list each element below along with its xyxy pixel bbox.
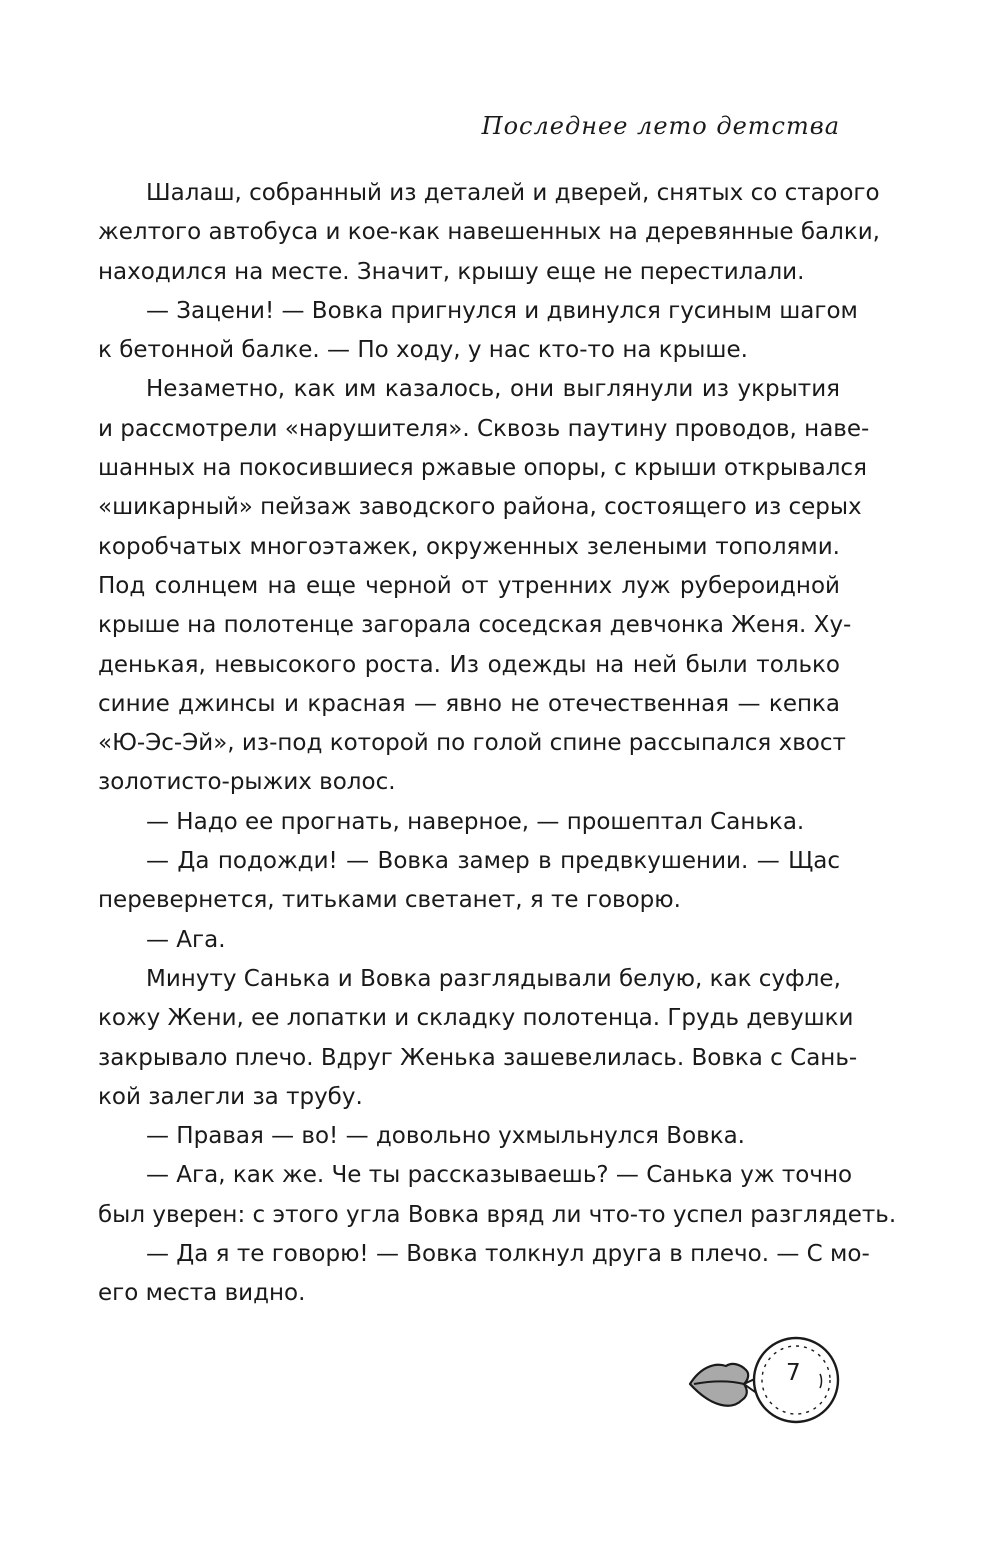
- text-line: перевернется, титьками светанет, я те говорю.: [98, 887, 681, 914]
- text-line: — Да я те говорю! — Вовка толкнул друга в плечо. — С мо-: [146, 1241, 870, 1268]
- text-line: закрывало плечо. Вдруг Женька зашевелилась. Вовка с Сань-: [98, 1044, 858, 1071]
- page-number: 7: [786, 1360, 801, 1386]
- text-line: коробчатых многоэтажек, окруженных зелеными тополями.: [98, 533, 840, 560]
- text-line: крыше на полотенце загорала соседская девчонка Женя. Ху-: [98, 612, 852, 639]
- text-line: — Правая — во! — довольно ухмыльнулся Вовка.: [146, 1123, 745, 1150]
- text-line: — Ага.: [146, 926, 226, 953]
- text-line: синие джинсы и красная — явно не отечественная — кепка: [98, 690, 840, 717]
- text-line: — Да подожди! — Вовка замер в предвкушении. — Щас: [146, 848, 840, 875]
- text-line: — Надо ее прогнать, наверное, — прошептал Санька.: [146, 808, 805, 835]
- text-line: желтого автобуса и кое-как навешенных на деревянные балки,: [98, 219, 880, 246]
- text-line: кожу Жени, ее лопатки и складку полотенца. Грудь девушки: [98, 1005, 854, 1032]
- text-line: и рассмотрели «нарушителя». Сквозь паутину проводов, наве-: [98, 415, 870, 442]
- text-line: золотисто-рыжих волос.: [98, 769, 396, 796]
- text-line: «шикарный» пейзаж заводского района, состоящего из серых: [98, 494, 862, 521]
- text-line: Под солнцем на еще черной от утренних луж рубероидной: [98, 572, 840, 599]
- text-line: Минуту Санька и Вовка разглядывали белую, как суфле,: [146, 965, 841, 992]
- text-line: к бетонной балке. — По ходу, у нас кто-то на крыше.: [98, 337, 748, 364]
- text-line: был уверен: с этого угла Вовка вряд ли что-то успел разглядеть.: [98, 1201, 897, 1228]
- text-line: «Ю-Эс-Эй», из-под которой по голой спине рассыпался хвост: [98, 730, 846, 757]
- text-line: его места видно.: [98, 1280, 306, 1307]
- text-line: кой залегли за трубу.: [98, 1083, 363, 1110]
- text-line: Шалаш, собранный из деталей и дверей, снятых со старого: [146, 180, 880, 206]
- body-text: [98, 174, 897, 1314]
- running-header: Последнее лето детства: [481, 112, 840, 140]
- text-line: Незаметно, как им казалось, они выглянули из укрытия: [146, 376, 840, 403]
- text-line: — Зацени! — Вовка пригнулся и двинулся гусиным шагом: [146, 297, 858, 324]
- lips-bubble-icon: [688, 1334, 843, 1430]
- text-line: — Ага, как же. Че ты рассказываешь? — Санька уж точно: [146, 1162, 853, 1189]
- text-line: шанных на покосившиеся ржавые опоры, с крыши открывался: [98, 455, 867, 482]
- text-line: находился на месте. Значит, крышу еще не перестилали.: [98, 258, 805, 285]
- text-line: денькая, невысокого роста. Из одежды на ней были только: [98, 651, 840, 678]
